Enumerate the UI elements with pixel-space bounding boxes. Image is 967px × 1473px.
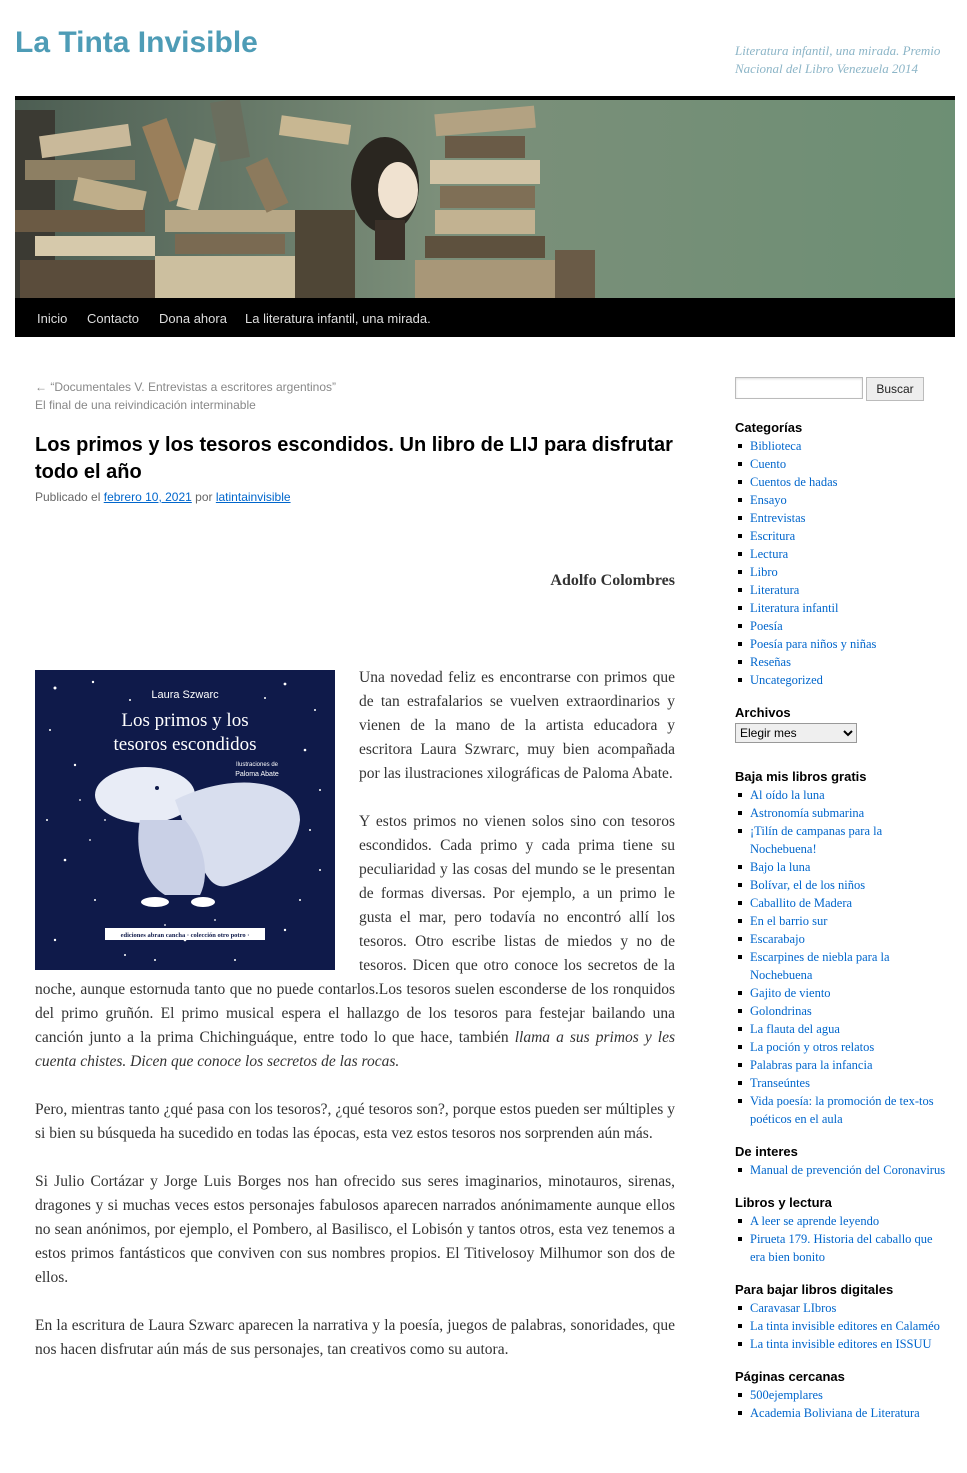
cover-illustrator: Paloma Abate: [235, 771, 279, 778]
categorias-list: [735, 437, 950, 689]
archivos-select[interactable]: [735, 723, 857, 743]
sidebar-list-item: [735, 1230, 950, 1266]
sidebar-list-item: [735, 563, 950, 581]
sidebar-link[interactable]: Pirueta 179. Historia del caballo que era bien bonito: [750, 1232, 933, 1264]
libros-lectura-title: Libros y lectura: [735, 1195, 832, 1210]
sidebar-link[interactable]: Astronomía submarina: [750, 806, 865, 820]
search-form: [735, 376, 950, 410]
sidebar-link[interactable]: Poesía: [750, 619, 783, 633]
sidebar-list-item: [735, 653, 950, 671]
sidebar-link[interactable]: La flauta del agua: [750, 1022, 840, 1036]
published-label: Publicado el: [35, 490, 101, 504]
by-label: por: [195, 490, 213, 504]
next-post-link[interactable]: El final de una reivindicación interminable: [35, 398, 256, 412]
cover-publisher: ediciones abran cancha · colección otro potro ·: [120, 932, 250, 939]
sidebar-link[interactable]: Manual de prevención del Coronavirus: [750, 1163, 946, 1177]
sidebar-list-item: [735, 599, 950, 617]
sidebar-link[interactable]: Literatura: [750, 583, 800, 597]
post-title: Los primos y los tesoros escondidos. Un libro de LIJ para disfrutar todo el año: [35, 434, 673, 483]
sidebar-list-item: [735, 1212, 950, 1230]
sidebar-list-item: [735, 1074, 950, 1092]
sidebar-link[interactable]: En el barrio sur: [750, 914, 828, 928]
sidebar-link[interactable]: Literatura infantil: [750, 601, 839, 615]
sidebar-link[interactable]: Cuentos de hadas: [750, 475, 838, 489]
sidebar-link[interactable]: La poción y otros relatos: [750, 1040, 875, 1054]
sidebar-link[interactable]: Transeúntes: [750, 1076, 810, 1090]
sidebar-link[interactable]: Biblioteca: [750, 439, 802, 453]
post-navigation: [35, 378, 336, 414]
sidebar-link[interactable]: ¡Tilín de campanas para la Nochebuena!: [750, 824, 883, 856]
sidebar-list-item: [735, 545, 950, 563]
sidebar-list-item: [735, 1020, 950, 1038]
nav-item-contacto[interactable]: Contacto: [87, 311, 140, 326]
sidebar-list-item: [735, 473, 950, 491]
libros-digitales-list: [735, 1299, 950, 1353]
sidebar-link[interactable]: Libro: [750, 565, 778, 579]
sidebar-list-item: [735, 1092, 950, 1128]
sidebar-list-item: [735, 617, 950, 635]
main-nav: [15, 298, 955, 337]
sidebar-link[interactable]: A leer se aprende leyendo: [750, 1214, 880, 1228]
libros-gratis-title: Baja mis libros gratis: [735, 769, 867, 784]
paragraph-1: Una novedad feliz es encontrarse con primos que de tan estrafalarios se vuelven extraordinarios y vienen de la mano de la artista educadora y escritora Laura Szwrarc, muy bien acompañada por las ilustraciones xilográficas de Paloma Abate.: [359, 669, 675, 782]
sidebar-list-item: [735, 1161, 950, 1179]
sidebar-link[interactable]: Escarabajo: [750, 932, 805, 946]
paragraph-4: Si Julio Cortázar y Jorge Luis Borges nos han ofrecido sus seres imaginarios, minotauros, sirenas, dragones y si muchas veces estos personajes fabulosos aparecen narrados anónimamente aunque ellos no sean anónimos, por ejemplo, el Pombero, al Basilisco, el Lobisón y tantos otros, esta vez tenemos a estos primos fantásticos que conviven con sus nombres propios. El Titivelosoy Milhumor son dos de ellos.: [35, 1173, 675, 1286]
post-byline: Adolfo Colombres: [550, 572, 675, 589]
paragraph-5: En la escritura de Laura Szwarc aparecen la narrativa y la poesía, juegos de palabras, sonoridades, que nos hacen disfrutar aún más de sus personajes, tan creativos como su autora.: [35, 1317, 675, 1358]
sidebar-list-item: [735, 912, 950, 930]
paginas-list: [735, 1386, 950, 1422]
sidebar-list-item: [735, 1335, 950, 1353]
sidebar-list-item: [735, 1404, 950, 1422]
paragraph-2-text: Y estos primos no vienen solos sino con tesoros escondidos. Cada primo y cada prima tiene su peculiaridad y las cosas del mundo se le presentan de formas diversas. Por ejemplo, a un primo le gusta el mar, pero todavía no encontró allí los tesoros. Otro escribe listas de miedos y no de tesoros. Dicen que otro conoce los secretos de la noche, aunque estornuda tanto que no puede contarlos.Los tesoros suelen esconderse de los ronquidos del primo gruñón. El primo musical espera el hallazgo de los tesoros para festejar bailando una canción junto a la prima Chichinguáque, entre todo lo que hace, también: [35, 813, 675, 1046]
sidebar-list-item: [735, 1056, 950, 1074]
sidebar-link[interactable]: Golondrinas: [750, 1004, 812, 1018]
sidebar-link[interactable]: 500ejemplares: [750, 1388, 823, 1402]
sidebar-list-item: [735, 1299, 950, 1317]
site-title[interactable]: La Tinta Invisible: [15, 26, 258, 59]
paragraph-3: Pero, mientras tanto ¿qué pasa con los tesoros?, ¿qué tesoros son?, porque estos pueden ser múltiples y si bien su búsqueda ha sucedido en todas las épocas, esta vez estos tesoros nos sorprenden aún más.: [35, 1101, 675, 1142]
sidebar-link[interactable]: Caravasar LIbros: [750, 1301, 837, 1315]
sidebar-list-item: [735, 527, 950, 545]
banner-illustration: [15, 100, 955, 298]
search-button[interactable]: Buscar: [866, 377, 924, 401]
post-meta: [35, 490, 291, 504]
post-author-link[interactable]: latintainvisible: [215, 490, 291, 504]
paginas-title: Páginas cercanas: [735, 1369, 845, 1384]
sidebar-list-item: [735, 1317, 950, 1335]
cover-author: Laura Szwarc: [151, 689, 219, 701]
sidebar-link[interactable]: Uncategorized: [750, 673, 823, 687]
sidebar-link[interactable]: Escarpines de niebla para la Nochebuena: [750, 950, 890, 982]
sidebar-list-item: [735, 786, 950, 804]
sidebar-link[interactable]: Academia Boliviana de Literatura: [750, 1406, 920, 1420]
sidebar-list-item: [735, 876, 950, 894]
libros-lectura-list: [735, 1212, 950, 1266]
sidebar-link[interactable]: La tinta invisible editores en Calaméo: [750, 1319, 940, 1333]
cover-title-line1: Los primos y los: [121, 710, 249, 731]
cover-illustrations-label: Ilustraciones de: [235, 762, 279, 768]
paragraph-2-italic: llama a sus primos y les cuenta chistes. Dicen que conoce los secretos de las rocas.: [35, 1029, 675, 1070]
de-interes-list: [735, 1161, 950, 1179]
nav-item-literatura-infantil[interactable]: La literatura infantil, una mirada.: [245, 311, 431, 326]
search-input[interactable]: [735, 377, 863, 399]
de-interes-title: De interes: [735, 1144, 798, 1159]
site-tagline: Literatura infantil, una mirada. Premio Nacional del Libro Venezuela 2014: [735, 43, 941, 76]
sidebar-list-item: [735, 822, 950, 858]
sidebar-list-item: [735, 491, 950, 509]
sidebar-list-item: [735, 1038, 950, 1056]
sidebar-list-item: [735, 437, 950, 455]
sidebar: [735, 376, 950, 1438]
sidebar-link[interactable]: Vida poesía: la promoción de tex-tos poéticos en el aula: [750, 1094, 934, 1126]
sidebar-list-item: [735, 858, 950, 876]
sidebar-list-item: [735, 984, 950, 1002]
categorias-title: Categorías: [735, 420, 803, 435]
sidebar-link[interactable]: Ensayo: [750, 493, 787, 507]
sidebar-list-item: [735, 635, 950, 653]
sidebar-link[interactable]: La tinta invisible editores en ISSUU: [750, 1337, 932, 1351]
archivos-title: Archivos: [735, 705, 791, 720]
sidebar-link[interactable]: Entrevistas: [750, 511, 806, 525]
sidebar-link[interactable]: Lectura: [750, 547, 789, 561]
sidebar-list-item: [735, 1386, 950, 1404]
sidebar-list-item: [735, 948, 950, 984]
previous-post-link[interactable]: ← “Documentales V. Entrevistas a escritores argentinos”: [35, 380, 337, 394]
sidebar-list-item: [735, 804, 950, 822]
sidebar-link[interactable]: Bolívar, el de los niños: [750, 878, 866, 892]
sidebar-list-item: [735, 581, 950, 599]
sidebar-list-item: [735, 894, 950, 912]
sidebar-list-item: [735, 930, 950, 948]
book-cover-image[interactable]: [35, 670, 335, 970]
sidebar-link[interactable]: Escritura: [750, 529, 796, 543]
sidebar-link[interactable]: Poesía para niños y niñas: [750, 637, 877, 651]
sidebar-link[interactable]: Gajito de viento: [750, 986, 831, 1000]
sidebar-link[interactable]: Palabras para la infancia: [750, 1058, 873, 1072]
sidebar-list-item: [735, 1002, 950, 1020]
sidebar-list-item: [735, 509, 950, 527]
cover-title-line2: tesoros escondidos: [113, 734, 257, 755]
post-date-link[interactable]: febrero 10, 2021: [103, 490, 192, 504]
post-content: [35, 666, 675, 1386]
nav-item-dona-ahora[interactable]: Dona ahora: [159, 311, 227, 326]
sidebar-link[interactable]: Al oído la luna: [750, 788, 825, 802]
sidebar-link[interactable]: Reseñas: [750, 655, 791, 669]
nav-item-inicio[interactable]: Inicio: [37, 311, 68, 326]
libros-digitales-title: Para bajar libros digitales: [735, 1282, 894, 1297]
sidebar-link[interactable]: Caballito de Madera: [750, 896, 853, 910]
sidebar-link[interactable]: Cuento: [750, 457, 787, 471]
header-banner: [15, 100, 955, 298]
sidebar-link[interactable]: Bajo la luna: [750, 860, 811, 874]
sidebar-list-item: [735, 671, 950, 689]
sidebar-list-item: [735, 455, 950, 473]
libros-gratis-list: [735, 786, 950, 1128]
